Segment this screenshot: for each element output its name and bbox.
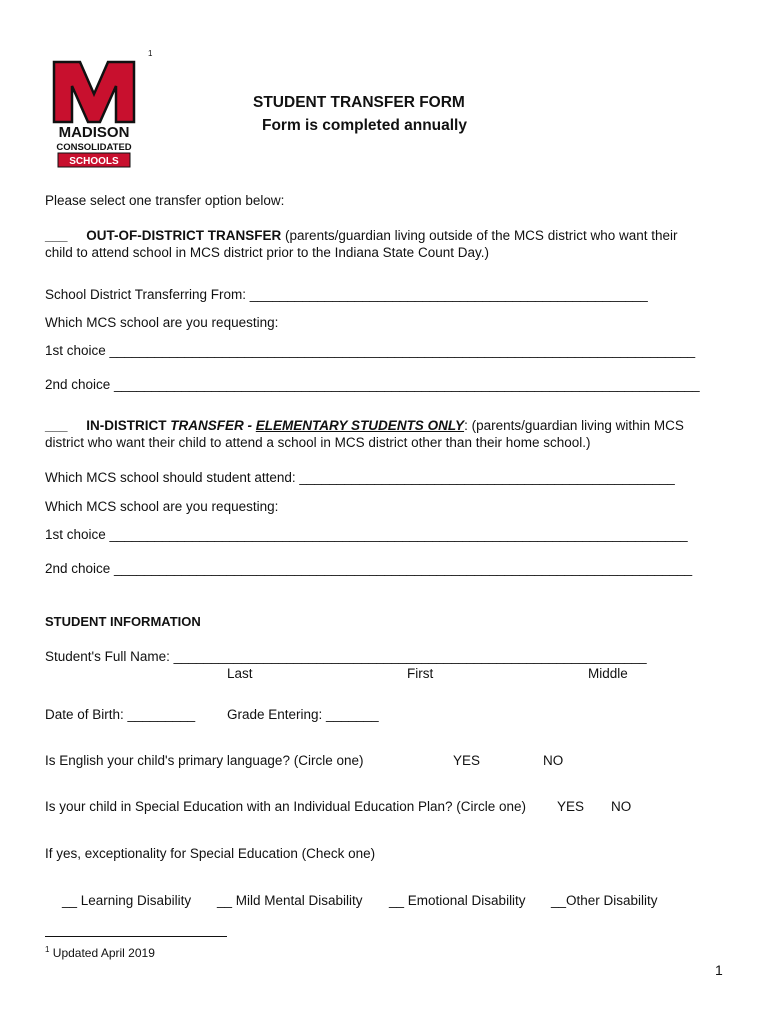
middle-name-caption: Middle bbox=[588, 666, 628, 681]
form-subtitle: Form is completed annually bbox=[262, 117, 467, 134]
in-first-choice-field[interactable]: 1st choice _____________________________________________________________________________ bbox=[45, 527, 688, 542]
sped-no-option[interactable]: NO bbox=[611, 799, 632, 814]
in-district-desc-2: district who want their child to attend a school in MCS district other than their home school.) bbox=[45, 435, 591, 450]
in-requesting-label: Which MCS school are you requesting: bbox=[45, 499, 279, 514]
dob-field[interactable]: Date of Birth: _________ bbox=[45, 707, 196, 722]
in-district-option bbox=[45, 418, 684, 433]
out-second-choice-field[interactable]: 2nd choice ______________________________________________________________________________ bbox=[45, 377, 700, 392]
in-district-blank[interactable]: ___ bbox=[45, 418, 68, 433]
madison-logo-icon bbox=[50, 60, 140, 170]
in-district-desc: : (parents/guardian living within MCS bbox=[464, 418, 684, 433]
out-of-district-desc: (parents/guardian living outside of the MCS district who want their bbox=[281, 228, 678, 243]
sped-question: Is your child in Special Education with an Individual Education Plan? (Circle one) bbox=[45, 799, 527, 814]
footnote-marker: 1 bbox=[148, 49, 153, 58]
student-info-heading: STUDENT INFORMATION bbox=[45, 614, 201, 629]
logo-line1: MADISON bbox=[58, 124, 130, 141]
in-district-label-transfer: TRANSFER - bbox=[170, 418, 256, 433]
full-name-field[interactable]: Student's Full Name: _______________________________________________________________ bbox=[45, 649, 647, 664]
out-requesting-label: Which MCS school are you requesting: bbox=[45, 315, 279, 330]
option-mild-mental-disability[interactable]: __ Mild Mental Disability bbox=[217, 893, 363, 908]
footnote-marker-bottom: 1 bbox=[45, 945, 50, 954]
exceptionality-label: If yes, exceptionality for Special Education (Check one) bbox=[45, 846, 376, 861]
sped-yes-option[interactable]: YES bbox=[557, 799, 585, 814]
attend-school-field[interactable]: Which MCS school should student attend: __________________________________________________ bbox=[45, 470, 675, 485]
option-other-disability[interactable]: __Other Disability bbox=[551, 893, 658, 908]
out-first-choice-field[interactable]: 1st choice ______________________________________________________________________________ bbox=[45, 343, 696, 358]
out-of-district-label: OUT-OF-DISTRICT TRANSFER bbox=[86, 228, 282, 243]
option-emotional-disability[interactable]: __ Emotional Disability bbox=[389, 893, 526, 908]
school-logo bbox=[50, 60, 140, 170]
english-no-option[interactable]: NO bbox=[543, 753, 564, 768]
footnote-divider bbox=[45, 936, 227, 937]
first-name-caption: First bbox=[407, 666, 434, 681]
in-district-label: IN-DISTRICT bbox=[86, 418, 171, 433]
out-of-district-desc-2: child to attend school in MCS district prior to the Indiana State Count Day.) bbox=[45, 245, 489, 260]
footnote bbox=[45, 945, 155, 960]
page-number: 1 bbox=[715, 962, 723, 978]
out-of-district-option bbox=[45, 228, 678, 243]
last-name-caption: Last bbox=[227, 666, 253, 681]
logo-line3: SCHOOLS bbox=[69, 156, 119, 167]
in-second-choice-field[interactable]: 2nd choice _____________________________________________________________________________ bbox=[45, 561, 693, 576]
out-of-district-blank[interactable]: ___ bbox=[45, 228, 68, 243]
english-yes-option[interactable]: YES bbox=[453, 753, 481, 768]
intro-text: Please select one transfer option below: bbox=[45, 193, 285, 208]
english-question: Is English your child's primary language? (Circle one) bbox=[45, 753, 364, 768]
logo-line2: CONSOLIDATED bbox=[56, 142, 132, 153]
footnote-text: Updated April 2019 bbox=[49, 946, 155, 960]
form-title: STUDENT TRANSFER FORM bbox=[253, 94, 465, 111]
in-district-elementary-only: ELEMENTARY STUDENTS ONLY bbox=[255, 418, 465, 433]
district-from-field[interactable]: School District Transferring From: _____________________________________________________ bbox=[45, 287, 648, 302]
grade-field[interactable]: Grade Entering: _______ bbox=[227, 707, 379, 722]
option-learning-disability[interactable]: __ Learning Disability bbox=[62, 893, 192, 908]
